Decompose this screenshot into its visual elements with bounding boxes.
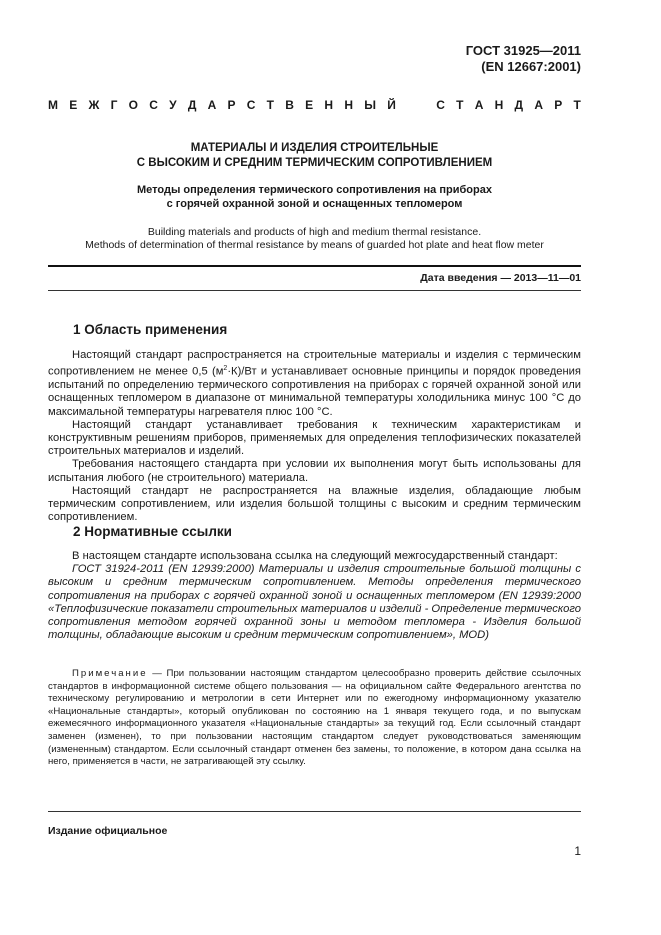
- note-block: [48, 668, 581, 769]
- section-1-body: [48, 349, 581, 524]
- section-1-heading: 1 Область применения: [73, 322, 228, 337]
- interstate-letter: А: [207, 98, 217, 112]
- interstate-letter: Н: [494, 98, 504, 112]
- subtitle: Методы определения термического сопротивления на приборах с горячей охранной зоной и оснащенных тепломером: [137, 184, 492, 210]
- page-number: 1: [574, 844, 581, 858]
- section-2-body: [48, 550, 581, 642]
- interstate-letter: Д: [187, 98, 197, 112]
- standard-code-block: [466, 43, 581, 75]
- interstate-letter: Г: [110, 98, 118, 112]
- interstate-letter: О: [128, 98, 138, 112]
- title-block: [48, 141, 581, 252]
- introduction-date: Дата введения — 2013—11—01: [420, 272, 581, 284]
- interstate-letter: С: [436, 98, 445, 112]
- interstate-letter: М: [48, 98, 58, 112]
- en-code: (EN 12667:2001): [481, 59, 581, 74]
- interstate-letter: [407, 98, 410, 112]
- section-1-paragraph-3: Требования настоящего стандарта при условии их выполнения могут быть использованы для испытания любого (не строительного) материала.: [48, 458, 581, 484]
- interstate-letter: Р: [554, 98, 563, 112]
- section-2-paragraph-1: В настоящем стандарте использована ссылка на следующий межгосударственный стандарт:: [72, 550, 558, 562]
- normative-reference: ГОСТ 31924-2011 (EN 12939:2000) Материалы и изделия строительные большой толщины с высоким и средним термическим сопротивлением. Методы определения термического сопротивления на приборах с горячей охранной зоной и оснащенных тепломером (EN 12939:2000 «Теплофизические показатели строительных материалов и изделий - Определение термического сопротивления методом горячей охранной зоны и методом тепломера - Изделия большой толщины, обладающие высоким и средним термическим сопротивлением», MOD): [48, 563, 581, 642]
- note-text: — При пользовании настоящим стандартом целесообразно проверить действие ссылочных стандартов в информационной системе общего пользования — на официальном сайте Федерального агентства по техническому регулированию и метрологии в сети Интернет или по ежегодному информационному указателю «Национальные стандарты», который опубликован по состоянию на 1 января текущего года, и по выпускам ежемесячного информационного указателя «Национальные стандарты» за текущий год. Если ссылочный стандарт заменен (изменен), то при пользовании настоящим стандартом следует руководствоваться заменяющим (измененным) стандартом. Если ссылочный стандарт отменен без замены, то положение, в котором дана ссылка на него, применяется в части, не затрагивающей эту ссылку.: [48, 668, 581, 768]
- interstate-letter: А: [474, 98, 484, 112]
- footer-divider: [48, 811, 581, 812]
- title-divider: [48, 265, 581, 267]
- english-title: Building materials and products of high and medium thermal resistance. Methods of determination of thermal resistance by means of guarded hot plate and heat flow meter: [85, 226, 544, 251]
- interstate-letter: Т: [573, 98, 581, 112]
- section-1-paragraph-1: Настоящий стандарт распространяется на строительные материалы и изделия с термическим сопротивлением не менее 0,5 $(м^2\cdot К)/Вт$ и устанавливает основные принципы и порядок проведения испытаний по определению термического сопротивления на приборах с горячей охранной зоной или оснащенных тепломером в диапазоне от минимальной температуры холодильника минус 100 °С до максимальной температуры нагревателя плюс 100 °С.: [48, 349, 581, 418]
- section-1-paragraph-4: Настоящий стандарт не распространяется на влажные изделия, обладающие любым термическим сопротивлением, или изделия большой толщины с высоким и средним термическим сопротивлением.: [48, 484, 581, 524]
- official-edition-label: Издание официальное: [48, 825, 168, 837]
- interstate-letter: Т: [266, 98, 275, 112]
- interstate-letter: Е: [69, 98, 78, 112]
- standard-code: ГОСТ 31925—2011: [465, 43, 581, 58]
- interstate-letter: Н: [344, 98, 353, 112]
- date-divider: [48, 290, 581, 291]
- interstate-letter: Й: [387, 98, 396, 112]
- interstate-letter: Р: [227, 98, 236, 112]
- interstate-letter: С: [149, 98, 158, 112]
- interstate-letter: Ы: [364, 98, 376, 112]
- section-1-paragraph-2: Настоящий стандарт устанавливает требования к техническим характеристикам и конструктивным решениям приборов, применяемых для определения теплофизических показателей строительных материалов и изделий.: [48, 418, 581, 458]
- interstate-standard-label: [48, 98, 581, 112]
- interstate-letter: [422, 98, 425, 112]
- interstate-letter: С: [246, 98, 256, 112]
- interstate-letter: В: [285, 98, 294, 112]
- note-label: Примечание: [72, 668, 148, 679]
- section-2-heading: 2 Нормативные ссылки: [73, 524, 232, 539]
- interstate-letter: Е: [305, 98, 314, 112]
- interstate-letter: Ж: [88, 98, 100, 112]
- interstate-letter: Т: [456, 98, 464, 112]
- interstate-letter: Д: [514, 98, 524, 112]
- main-title: МАТЕРИАЛЫ И ИЗДЕЛИЯ СТРОИТЕЛЬНЫЕ С ВЫСОКИМ И СРЕДНИМ ТЕРМИЧЕСКИМ СОПРОТИВЛЕНИЕМ: [136, 142, 493, 169]
- interstate-letter: У: [169, 98, 177, 112]
- interstate-letter: А: [534, 98, 543, 112]
- interstate-letter: Н: [324, 98, 334, 112]
